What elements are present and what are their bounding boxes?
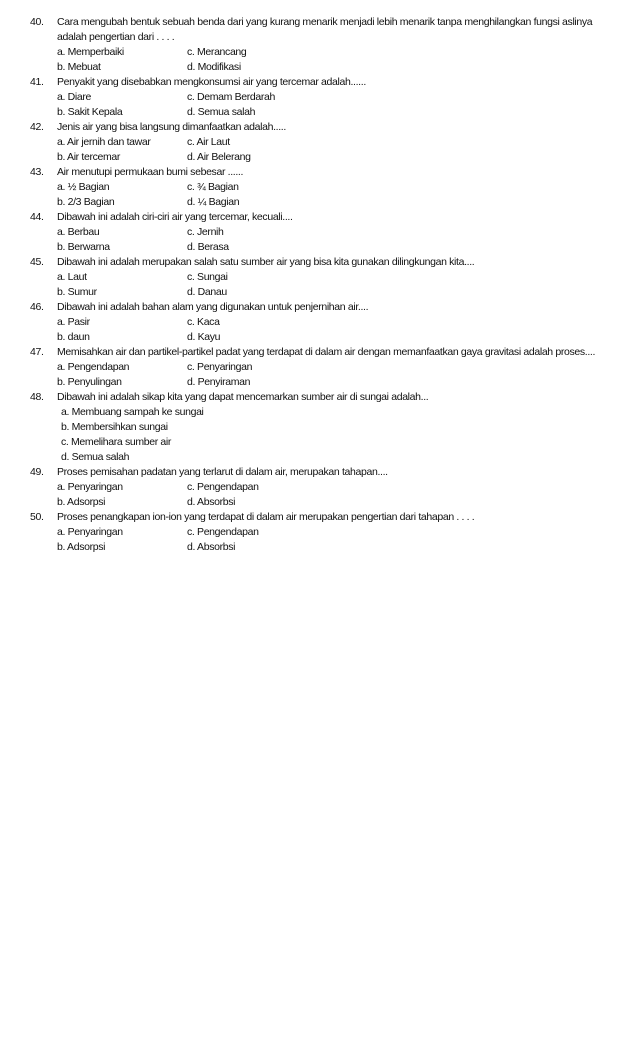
answer-option: d. Absorbsi bbox=[187, 541, 236, 553]
question-text: Proses penangkapan ion-ion yang terdapat di dalam air merupakan pengertian dari tahapan . . . . bbox=[57, 511, 475, 523]
question-number: 50. bbox=[30, 511, 44, 523]
answer-option: d. Berasa bbox=[187, 241, 229, 253]
answer-option: a. Pasir bbox=[57, 316, 90, 328]
answer-option: a. Membuang sampah ke sungai bbox=[61, 406, 204, 418]
answer-option: d. Modifikasi bbox=[187, 61, 241, 73]
question-line bbox=[30, 165, 610, 180]
question-number: 48. bbox=[30, 391, 44, 403]
answer-option: a. Pengendapan bbox=[57, 361, 130, 373]
answer-option: c. ¾ Bagian bbox=[187, 181, 239, 193]
answer-option: b. Air tercemar bbox=[57, 151, 121, 163]
answer-options bbox=[57, 525, 610, 555]
question-text: Cara mengubah bentuk sebuah benda dari yang kurang menarik menjadi lebih menarik tanpa menghilangkan fungsi aslinya adalah pengertian dari . . . . bbox=[57, 16, 593, 43]
answer-option: a. Memperbaiki bbox=[57, 46, 124, 58]
question-item bbox=[30, 255, 610, 300]
answer-option: c. Sungai bbox=[187, 271, 228, 283]
answer-option: d. Semua salah bbox=[187, 106, 256, 118]
answer-option: b. Sumur bbox=[57, 286, 97, 298]
question-item bbox=[30, 300, 610, 345]
question-number: 47. bbox=[30, 346, 44, 358]
answer-option: a. Air jernih dan tawar bbox=[57, 136, 151, 148]
answer-option: a. Berbau bbox=[57, 226, 100, 238]
question-item bbox=[30, 510, 610, 555]
question-line bbox=[30, 465, 610, 480]
answer-option: b. Membersihkan sungai bbox=[61, 421, 168, 433]
answer-option: c. Memelihara sumber air bbox=[61, 436, 172, 448]
answer-option: c. Air Laut bbox=[187, 136, 230, 148]
answer-options bbox=[57, 90, 610, 120]
answer-option: d. Danau bbox=[187, 286, 227, 298]
answer-option: b. Penyulingan bbox=[57, 376, 122, 388]
question-line bbox=[30, 255, 610, 270]
question-line bbox=[30, 510, 610, 525]
question-text: Penyakit yang disebabkan mengkonsumsi air yang tercemar adalah...... bbox=[57, 76, 366, 88]
question-line bbox=[30, 390, 610, 405]
answer-options bbox=[57, 180, 610, 210]
answer-option: c. Jernih bbox=[187, 226, 224, 238]
answer-option: a. ½ Bagian bbox=[57, 181, 110, 193]
answer-option: a. Laut bbox=[57, 271, 87, 283]
question-item bbox=[30, 120, 610, 165]
question-text: Air menutupi permukaan bumi sebesar ...... bbox=[57, 166, 244, 178]
answer-option: b. daun bbox=[57, 331, 90, 343]
answer-options bbox=[57, 315, 610, 345]
question-number: 45. bbox=[30, 256, 44, 268]
answer-option: c. Pengendapan bbox=[187, 481, 259, 493]
answer-options bbox=[57, 480, 610, 510]
answer-options bbox=[57, 270, 610, 300]
question-item bbox=[30, 390, 610, 465]
answer-option: a. Diare bbox=[57, 91, 91, 103]
question-number: 44. bbox=[30, 211, 44, 223]
question-text: Dibawah ini adalah bahan alam yang digunakan untuk penjernihan air.... bbox=[57, 301, 369, 313]
answer-option: d. Kayu bbox=[187, 331, 221, 343]
question-text: Jenis air yang bisa langsung dimanfaatkan adalah..... bbox=[57, 121, 286, 133]
question-item bbox=[30, 210, 610, 255]
question-text: Memisahkan air dan partikel-partikel padat yang terdapat di dalam air dengan memanfaatkan gaya gravitasi adalah proses.... bbox=[57, 346, 596, 358]
answer-options bbox=[57, 45, 610, 75]
question-item bbox=[30, 465, 610, 510]
answer-option: b. Mebuat bbox=[57, 61, 101, 73]
question-line bbox=[30, 75, 610, 90]
question-text: Dibawah ini adalah ciri-ciri air yang tercemar, kecuali.... bbox=[57, 211, 293, 223]
answer-option: b. Adsorpsi bbox=[57, 496, 106, 508]
answer-options bbox=[57, 225, 610, 255]
answer-option: a. Penyaringan bbox=[57, 526, 123, 538]
question-number: 42. bbox=[30, 121, 44, 133]
question-item bbox=[30, 345, 610, 390]
question-text: Dibawah ini adalah sikap kita yang dapat mencemarkan sumber air di sungai adalah... bbox=[57, 391, 429, 403]
answer-options bbox=[57, 135, 610, 165]
question-item bbox=[30, 75, 610, 120]
question-number: 43. bbox=[30, 166, 44, 178]
question-line bbox=[30, 120, 610, 135]
question-line bbox=[30, 15, 610, 45]
question-line bbox=[30, 210, 610, 225]
answer-option: b. Berwarna bbox=[57, 241, 110, 253]
question-text: Dibawah ini adalah merupakan salah satu sumber air yang bisa kita gunakan dilingkungan kita.... bbox=[57, 256, 475, 268]
answer-option: c. Pengendapan bbox=[187, 526, 259, 538]
question-number: 40. bbox=[30, 16, 44, 28]
answer-option: c. Kaca bbox=[187, 316, 220, 328]
question-text: Proses pemisahan padatan yang terlarut di dalam air, merupakan tahapan.... bbox=[57, 466, 388, 478]
answer-options-list bbox=[61, 405, 610, 465]
answer-option: b. Adsorpsi bbox=[57, 541, 106, 553]
answer-option: b. 2/3 Bagian bbox=[57, 196, 115, 208]
answer-options bbox=[57, 360, 610, 390]
answer-option: d. Penyiraman bbox=[187, 376, 251, 388]
answer-option: d. Absorbsi bbox=[187, 496, 236, 508]
question-list bbox=[0, 15, 610, 555]
answer-option: d. Semua salah bbox=[61, 451, 130, 463]
answer-option: b. Sakit Kepala bbox=[57, 106, 123, 118]
answer-option: c. Merancang bbox=[187, 46, 247, 58]
question-line bbox=[30, 345, 610, 360]
question-number: 41. bbox=[30, 76, 44, 88]
answer-option: c. Demam Berdarah bbox=[187, 91, 276, 103]
question-line bbox=[30, 300, 610, 315]
answer-option: c. Penyaringan bbox=[187, 361, 253, 373]
answer-option: a. Penyaringan bbox=[57, 481, 123, 493]
question-item bbox=[30, 15, 610, 75]
question-number: 49. bbox=[30, 466, 44, 478]
answer-option: d. ¼ Bagian bbox=[187, 196, 240, 208]
question-number: 46. bbox=[30, 301, 44, 313]
question-item bbox=[30, 165, 610, 210]
answer-option: d. Air Belerang bbox=[187, 151, 251, 163]
